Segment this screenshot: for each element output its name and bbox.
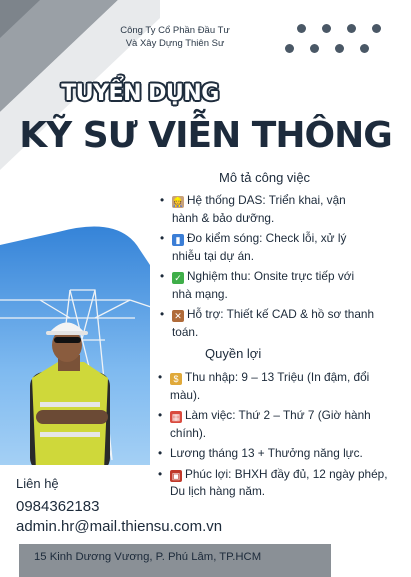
list-item-text: Phúc lợi: BHXH đầy đủ, 12 ngày phép, Du lịch hàng năm. [170, 466, 388, 498]
signal-chart-emoji-icon: ▮ [172, 234, 184, 246]
position-title: KỸ SƯ VIỄN THÔNG [19, 115, 392, 156]
contact-email: admin.hr@mail.thiensu.com.vn [16, 518, 223, 535]
list-item [158, 445, 396, 463]
dot [297, 24, 306, 33]
company-name-line1: Công Ty Cổ Phần Đầu Tư [120, 25, 230, 36]
list-item-text: Hệ thống DAS: Triển khai, vận hành & bảo dưỡng. [172, 193, 346, 225]
list-item-text: Nghiệm thu: Onsite trực tiếp với nhà mạng. [172, 269, 355, 301]
job-description-list [160, 192, 375, 344]
company-name-line2: Và Xây Dựng Thiên Sư [125, 38, 225, 49]
list-item-text: Hỗ trợ: Thiết kế CAD & hồ sơ thanh toán. [172, 307, 375, 339]
benefits-list [158, 369, 396, 504]
dot [335, 44, 344, 53]
address-text: 15 Kinh Dương Vương, P. Phú Lâm, TP.HCM [34, 551, 262, 563]
list-item [158, 407, 396, 442]
list-item-text: Đo kiểm sóng: Check lỗi, xử lý nhiễu tại dự án. [172, 231, 347, 263]
list-item [160, 192, 375, 227]
calendar-emoji-icon: ▦ [171, 412, 181, 422]
job-description-title: Mô tả công việc [219, 170, 311, 185]
recruit-heading: TUYỂN DỤNG [61, 81, 219, 106]
dot [372, 24, 381, 33]
list-item [160, 230, 375, 265]
list-item-text: Làm việc: Thứ 2 – Thứ 7 (Giờ hành chính). [170, 408, 371, 440]
list-item-text: Lương tháng 13 + Thưởng năng lực. [170, 446, 363, 460]
company-name [100, 24, 250, 50]
benefits-title: Quyền lợi [205, 346, 262, 361]
list-item [160, 268, 375, 303]
decorative-dots [285, 24, 370, 53]
check-mark-emoji-icon: ✓ [172, 272, 184, 284]
engineer-photo [0, 215, 160, 475]
engineer-emoji-icon: 👷 [172, 197, 184, 207]
list-item [160, 306, 375, 341]
tools-emoji-icon: ✕ [172, 310, 184, 322]
dot [322, 24, 331, 33]
contact-label: Liên hệ [16, 476, 59, 491]
list-item [158, 369, 396, 404]
list-item [158, 466, 396, 501]
contact-phone: 0984362183 [16, 498, 100, 515]
dot [347, 24, 356, 33]
gift-emoji-icon: ▣ [171, 470, 181, 481]
money-bag-emoji-icon: $ [170, 373, 182, 385]
dot [310, 44, 319, 53]
dot [285, 44, 294, 53]
dot [360, 44, 369, 53]
list-item-text: Thu nhập: 9 – 13 Triệu (In đậm, đổi màu). [170, 370, 370, 402]
